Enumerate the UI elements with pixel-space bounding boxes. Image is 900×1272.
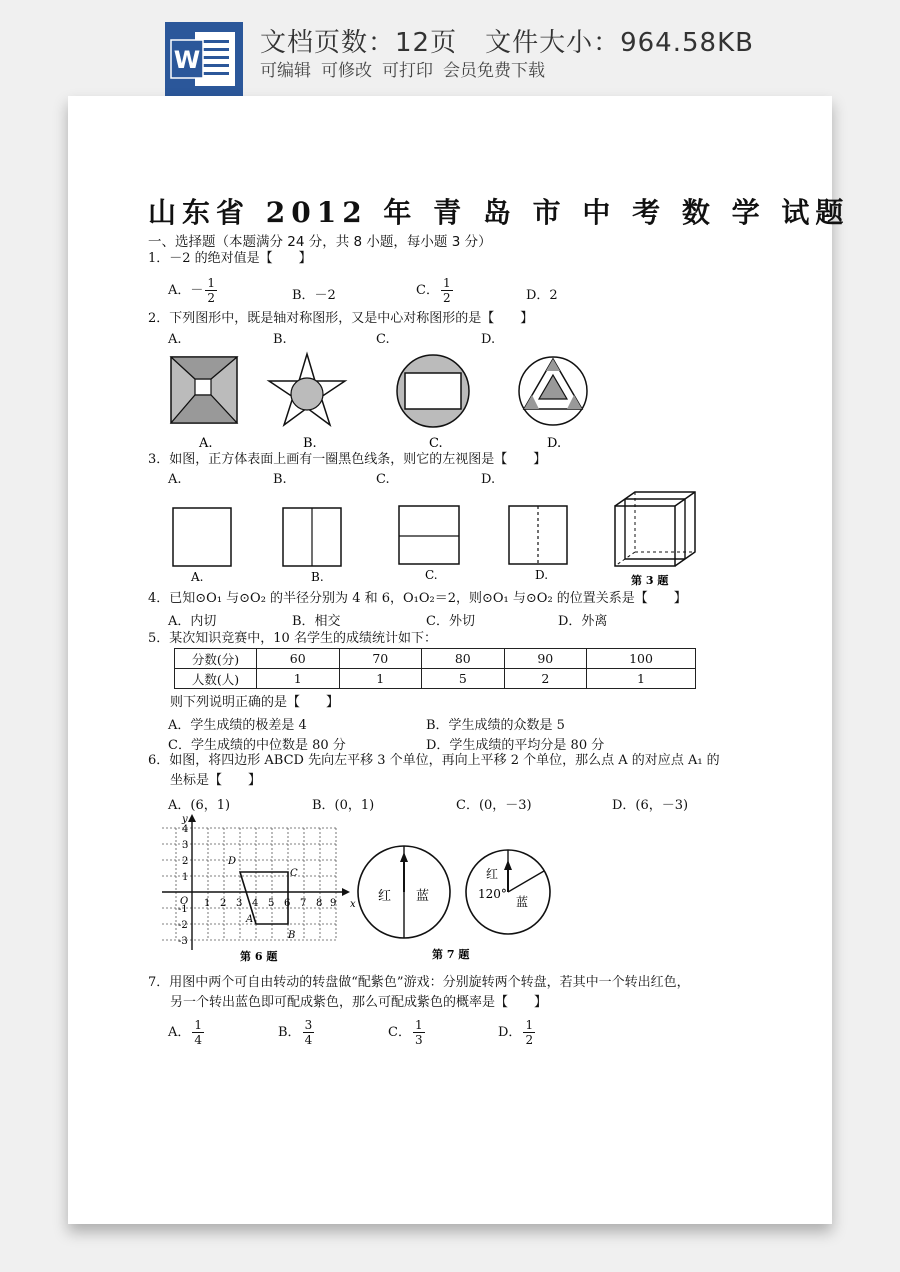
file-info [260, 22, 754, 59]
q2-figure-d-label: D. [547, 436, 562, 451]
q2-option-a: A. [168, 332, 182, 347]
q3-figure-a-square [173, 508, 231, 566]
table-cell: 80 [422, 649, 505, 669]
q7-caption: 第 7 题 [432, 948, 470, 961]
table-cell: 分数(分) [175, 649, 257, 669]
q1-stem: 1．－2 的绝对值是【 】 [148, 251, 312, 266]
document-title: 山东省 2012 年 青 岛 市 中 考 数 学 试题 [148, 196, 850, 229]
q5-option-c: C．学生成绩的中位数是 80 分 [168, 738, 346, 753]
q2-option-b: B. [273, 332, 287, 347]
q3-option-a: A. [168, 472, 182, 487]
table-cell: 100 [587, 649, 696, 669]
feature-list [260, 56, 545, 81]
svg-text:x: x [350, 899, 356, 910]
q2-figure-a-pinwheel [171, 357, 237, 423]
q6-option-b: B．(0，1) [312, 798, 375, 813]
q5-option-b: B．学生成绩的众数是 5 [426, 718, 565, 733]
feature-free-download: 会员免费下载 [443, 61, 545, 81]
q3-figure-d-label: D. [535, 568, 549, 582]
q7-stem-line1: 7．用图中两个可自由转动的转盘做“配紫色”游戏：分别旋转两个转盘，若其中一个转出红色， [148, 975, 690, 990]
table-cell: 1 [257, 669, 340, 689]
q3-stem: 3．如图，正方体表面上画有一圈黑色线条，则它的左视图是【 】 [148, 452, 547, 467]
svg-text:D: D [228, 856, 237, 867]
svg-text:8: 8 [316, 898, 323, 909]
q5-option-d: D．学生成绩的平均分是 80 分 [426, 738, 605, 753]
q2-figure-d-circle-triangle [519, 357, 587, 425]
q6-q7-figures [160, 812, 560, 968]
svg-text:y: y [182, 814, 188, 825]
svg-text:4: 4 [252, 898, 259, 909]
download-banner [0, 0, 900, 96]
svg-text:-3: -3 [178, 936, 188, 947]
q3-figure-d-dashed-line [509, 506, 567, 564]
svg-text:7: 7 [300, 898, 307, 909]
svg-text:蓝: 蓝 [516, 895, 529, 909]
q1-option-c: C． $\frac{1}{2}$ [416, 276, 451, 305]
svg-text:-2: -2 [178, 920, 188, 931]
table-cell: 人数(人) [175, 669, 257, 689]
score-table [174, 648, 696, 689]
word-icon-letter: W [173, 46, 201, 74]
q1-option-b: B．－2 [292, 288, 336, 303]
svg-text:1: 1 [204, 898, 211, 909]
q7-option-a: A． $\frac{1}{4}$ [168, 1018, 203, 1047]
feature-editable: 可编辑 [260, 61, 311, 81]
svg-text:红: 红 [378, 889, 392, 904]
svg-text:O: O [180, 896, 189, 907]
svg-text:红: 红 [486, 867, 499, 881]
q3-figure-c-horizontal-line [399, 506, 459, 564]
svg-text:2: 2 [182, 856, 189, 867]
svg-text:3: 3 [236, 898, 243, 909]
feature-modifiable: 可修改 [321, 61, 372, 81]
q2-option-c: C. [376, 332, 390, 347]
q4-stem: 4．已知⊙O₁ 与⊙O₂ 的半径分别为 4 和 6，O₁O₂＝2，则⊙O₁ 与⊙O₂ 的位置关系是【 】 [148, 591, 687, 606]
q2-stem: 2．下列图形中，既是轴对称图形，又是中心对称图形的是【 】 [148, 311, 534, 326]
q3-cube-caption: 第 3 题 [631, 574, 669, 587]
word-document-icon [165, 22, 243, 96]
q5-followup: 则下列说明正确的是【 】 [170, 695, 340, 710]
q3-figure-b-label: B. [311, 570, 324, 584]
q6-option-a: A．(6，1) [168, 798, 231, 813]
table-cell: 1 [587, 669, 696, 689]
q4-option-a: A．内切 [168, 614, 217, 629]
svg-text:120°: 120° [478, 887, 507, 901]
q7-spinner-half [358, 846, 450, 938]
q6-option-c: C．(0，－3) [456, 798, 532, 813]
q3-option-c: C. [376, 472, 390, 487]
q2-figure-c-circle-rect [397, 355, 469, 427]
svg-text:2: 2 [220, 898, 227, 909]
q6-stem-line2: 坐标是【 】 [170, 773, 262, 788]
q3-figures [163, 488, 713, 590]
q2-figure-a-label: A. [199, 436, 213, 451]
svg-text:4: 4 [182, 824, 189, 835]
q4-option-d: D．外离 [558, 614, 608, 629]
q3-figure-a-label: A. [191, 570, 204, 584]
q7-option-c: C． $\frac{1}{3}$ [388, 1018, 423, 1047]
svg-text:1: 1 [182, 872, 189, 883]
svg-text:A: A [246, 914, 254, 925]
section-heading: 一、选择题（本题满分 24 分，共 8 小题，每小题 3 分） [148, 234, 492, 250]
table-cell: 60 [257, 649, 340, 669]
q3-figure-c-label: C. [425, 568, 438, 582]
svg-text:B: B [288, 930, 296, 941]
svg-text:3: 3 [182, 840, 189, 851]
q5-stem: 5．某次知识竞赛中，10 名学生的成绩统计如下： [148, 631, 437, 646]
q5-option-a: A．学生成绩的极差是 4 [168, 718, 307, 733]
q3-figure-b-vertical-line [283, 508, 341, 566]
table-cell: 1 [339, 669, 422, 689]
feature-printable: 可打印 [382, 61, 433, 81]
q7-stem-line2: 另一个转出蓝色即可配成紫色，那么可配成紫色的概率是【 】 [170, 995, 548, 1010]
q3-option-d: D. [481, 472, 496, 487]
q7-option-d: D． $\frac{1}{2}$ [498, 1018, 534, 1047]
page-count: 文档页数：12页 [260, 28, 458, 58]
document-page [68, 96, 850, 1224]
q3-cube [613, 492, 695, 568]
svg-text:5: 5 [268, 898, 275, 909]
q6-stem-line1: 6．如图，将四边形 ABCD 先向左平移 3 个单位，再向上平移 2 个单位，那么点 A 的对应点 A₁ 的 [148, 753, 720, 768]
q6-caption: 第 6 题 [240, 950, 278, 963]
table-row [175, 669, 696, 689]
svg-text:9: 9 [330, 898, 337, 909]
q2-figures [163, 351, 633, 451]
q2-figure-b-label: B. [303, 436, 317, 451]
q2-option-d: D. [481, 332, 496, 347]
table-row [175, 649, 696, 669]
q2-figure-b-star [269, 354, 345, 425]
q7-option-b: B． $\frac{3}{4}$ [278, 1018, 313, 1047]
svg-text:-1: -1 [178, 904, 188, 915]
table-cell: 90 [504, 649, 587, 669]
q6-option-d: D．(6，－3) [612, 798, 689, 813]
table-cell: 70 [339, 649, 422, 669]
q4-option-c: C．外切 [426, 614, 475, 629]
svg-text:C: C [290, 868, 298, 879]
q7-spinner-third [466, 850, 550, 934]
q2-figure-c-label: C. [429, 436, 443, 451]
q3-option-b: B. [273, 472, 287, 487]
q4-option-b: B．相交 [292, 614, 341, 629]
svg-text:蓝: 蓝 [416, 889, 430, 904]
q1-option-d: D．2 [526, 288, 558, 303]
file-size: 文件大小：964.58KB [485, 28, 754, 58]
table-cell: 2 [504, 669, 587, 689]
q1-option-a: A．－ $\frac{1}{2}$ [168, 276, 216, 305]
svg-text:6: 6 [284, 898, 291, 909]
q6-coordinate-grid [162, 814, 356, 963]
table-cell: 5 [422, 669, 505, 689]
